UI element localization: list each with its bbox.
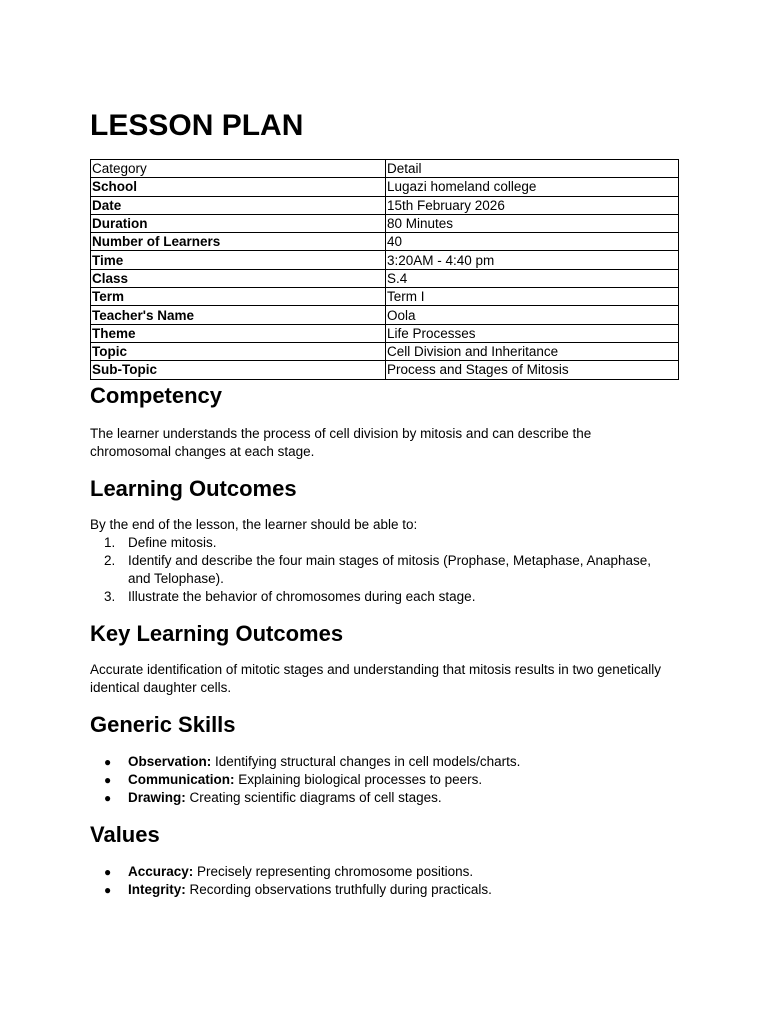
value-name: Integrity: (128, 882, 186, 897)
bullet-icon: ● (104, 883, 112, 897)
list-item (90, 534, 680, 552)
table-row (91, 342, 679, 360)
key-learning-outcomes-heading: Key Learning Outcomes (90, 621, 344, 646)
list-item-text-cont: and Telophase). (128, 571, 224, 586)
list-item-text: Illustrate the behavior of chromosomes during each stage. (128, 589, 476, 604)
row-value: Process and Stages of Mitosis (386, 361, 679, 379)
document-content (90, 108, 680, 380)
generic-skills-list (90, 753, 680, 807)
table-row (91, 288, 679, 306)
row-value: 40 (386, 233, 679, 251)
skill-name: Communication: (128, 772, 235, 787)
list-number: 2. (104, 553, 116, 568)
lesson-details-table (90, 159, 679, 380)
row-value: Lugazi homeland college (386, 178, 679, 196)
skill-description: Creating scientific diagrams of cell stages. (185, 790, 442, 805)
skill-description: Explaining biological processes to peers. (234, 772, 483, 787)
row-value: Life Processes (386, 324, 679, 342)
table-row (91, 196, 679, 214)
row-label: Teacher's Name (91, 306, 386, 324)
competency-text (90, 425, 680, 461)
table-header-category: Category (91, 160, 386, 178)
learning-outcomes-intro: By the end of the lesson, the learner should be able to: (90, 517, 418, 532)
skill-description: Identifying structural changes in cell models/charts. (211, 754, 521, 769)
value-description: Recording observations truthfully during practicals. (185, 882, 492, 897)
row-label: Theme (91, 324, 386, 342)
list-item (90, 552, 680, 588)
skill-name: Drawing: (128, 790, 186, 805)
table-row (91, 178, 679, 196)
values-heading: Values (90, 822, 160, 847)
row-label: Sub-Topic (91, 361, 386, 379)
row-value: 3:20AM - 4:40 pm (386, 251, 679, 269)
list-item (90, 771, 680, 789)
bullet-icon: ● (104, 755, 112, 769)
table-row (91, 324, 679, 342)
row-label: Topic (91, 342, 386, 360)
row-value: Oola (386, 306, 679, 324)
list-item (90, 588, 680, 606)
table-row (91, 361, 679, 379)
list-item (90, 753, 680, 771)
list-item (90, 789, 680, 807)
list-number: 3. (104, 589, 116, 604)
bullet-icon: ● (104, 773, 112, 787)
bullet-icon: ● (104, 865, 112, 879)
competency-heading: Competency (90, 383, 223, 408)
row-value: Cell Division and Inheritance (386, 342, 679, 360)
row-value: 80 Minutes (386, 214, 679, 232)
learning-outcomes-heading: Learning Outcomes (90, 476, 297, 501)
row-label: Class (91, 269, 386, 287)
row-label: School (91, 178, 386, 196)
value-description: Precisely representing chromosome positions. (193, 864, 474, 879)
list-item-text: Define mitosis. (128, 535, 217, 550)
row-value: S.4 (386, 269, 679, 287)
row-label: Date (91, 196, 386, 214)
list-item (90, 863, 680, 881)
competency-text-line1: The learner understands the process of cell division by mitosis and can describe the (90, 426, 592, 441)
list-item-text: Identify and describe the four main stages of mitosis (Prophase, Metaphase, Anaphase, (128, 553, 652, 568)
table-row (91, 233, 679, 251)
key-learning-outcomes-line2: identical daughter cells. (90, 680, 232, 695)
value-name: Accuracy: (128, 864, 194, 879)
key-learning-outcomes-line1: Accurate identification of mitotic stages and understanding that mitosis results in two genetically (90, 662, 662, 677)
row-value: 15th February 2026 (386, 196, 679, 214)
row-label: Term (91, 288, 386, 306)
table-row (91, 306, 679, 324)
competency-text-line2: chromosomal changes at each stage. (90, 444, 315, 459)
table-header-row (91, 160, 679, 178)
table-row (91, 269, 679, 287)
row-label: Time (91, 251, 386, 269)
generic-skills-heading: Generic Skills (90, 712, 236, 737)
learning-outcomes-list (90, 534, 680, 606)
table-row (91, 251, 679, 269)
row-value: Term I (386, 288, 679, 306)
bullet-icon: ● (104, 791, 112, 805)
values-list (90, 863, 680, 899)
table-row (91, 214, 679, 232)
page-title: LESSON PLAN (90, 109, 304, 142)
list-number: 1. (104, 535, 116, 550)
list-item (90, 881, 680, 899)
table-header-detail: Detail (386, 160, 679, 178)
row-label: Duration (91, 214, 386, 232)
key-learning-outcomes-text (90, 661, 680, 697)
skill-name: Observation: (128, 754, 212, 769)
row-label: Number of Learners (91, 233, 386, 251)
